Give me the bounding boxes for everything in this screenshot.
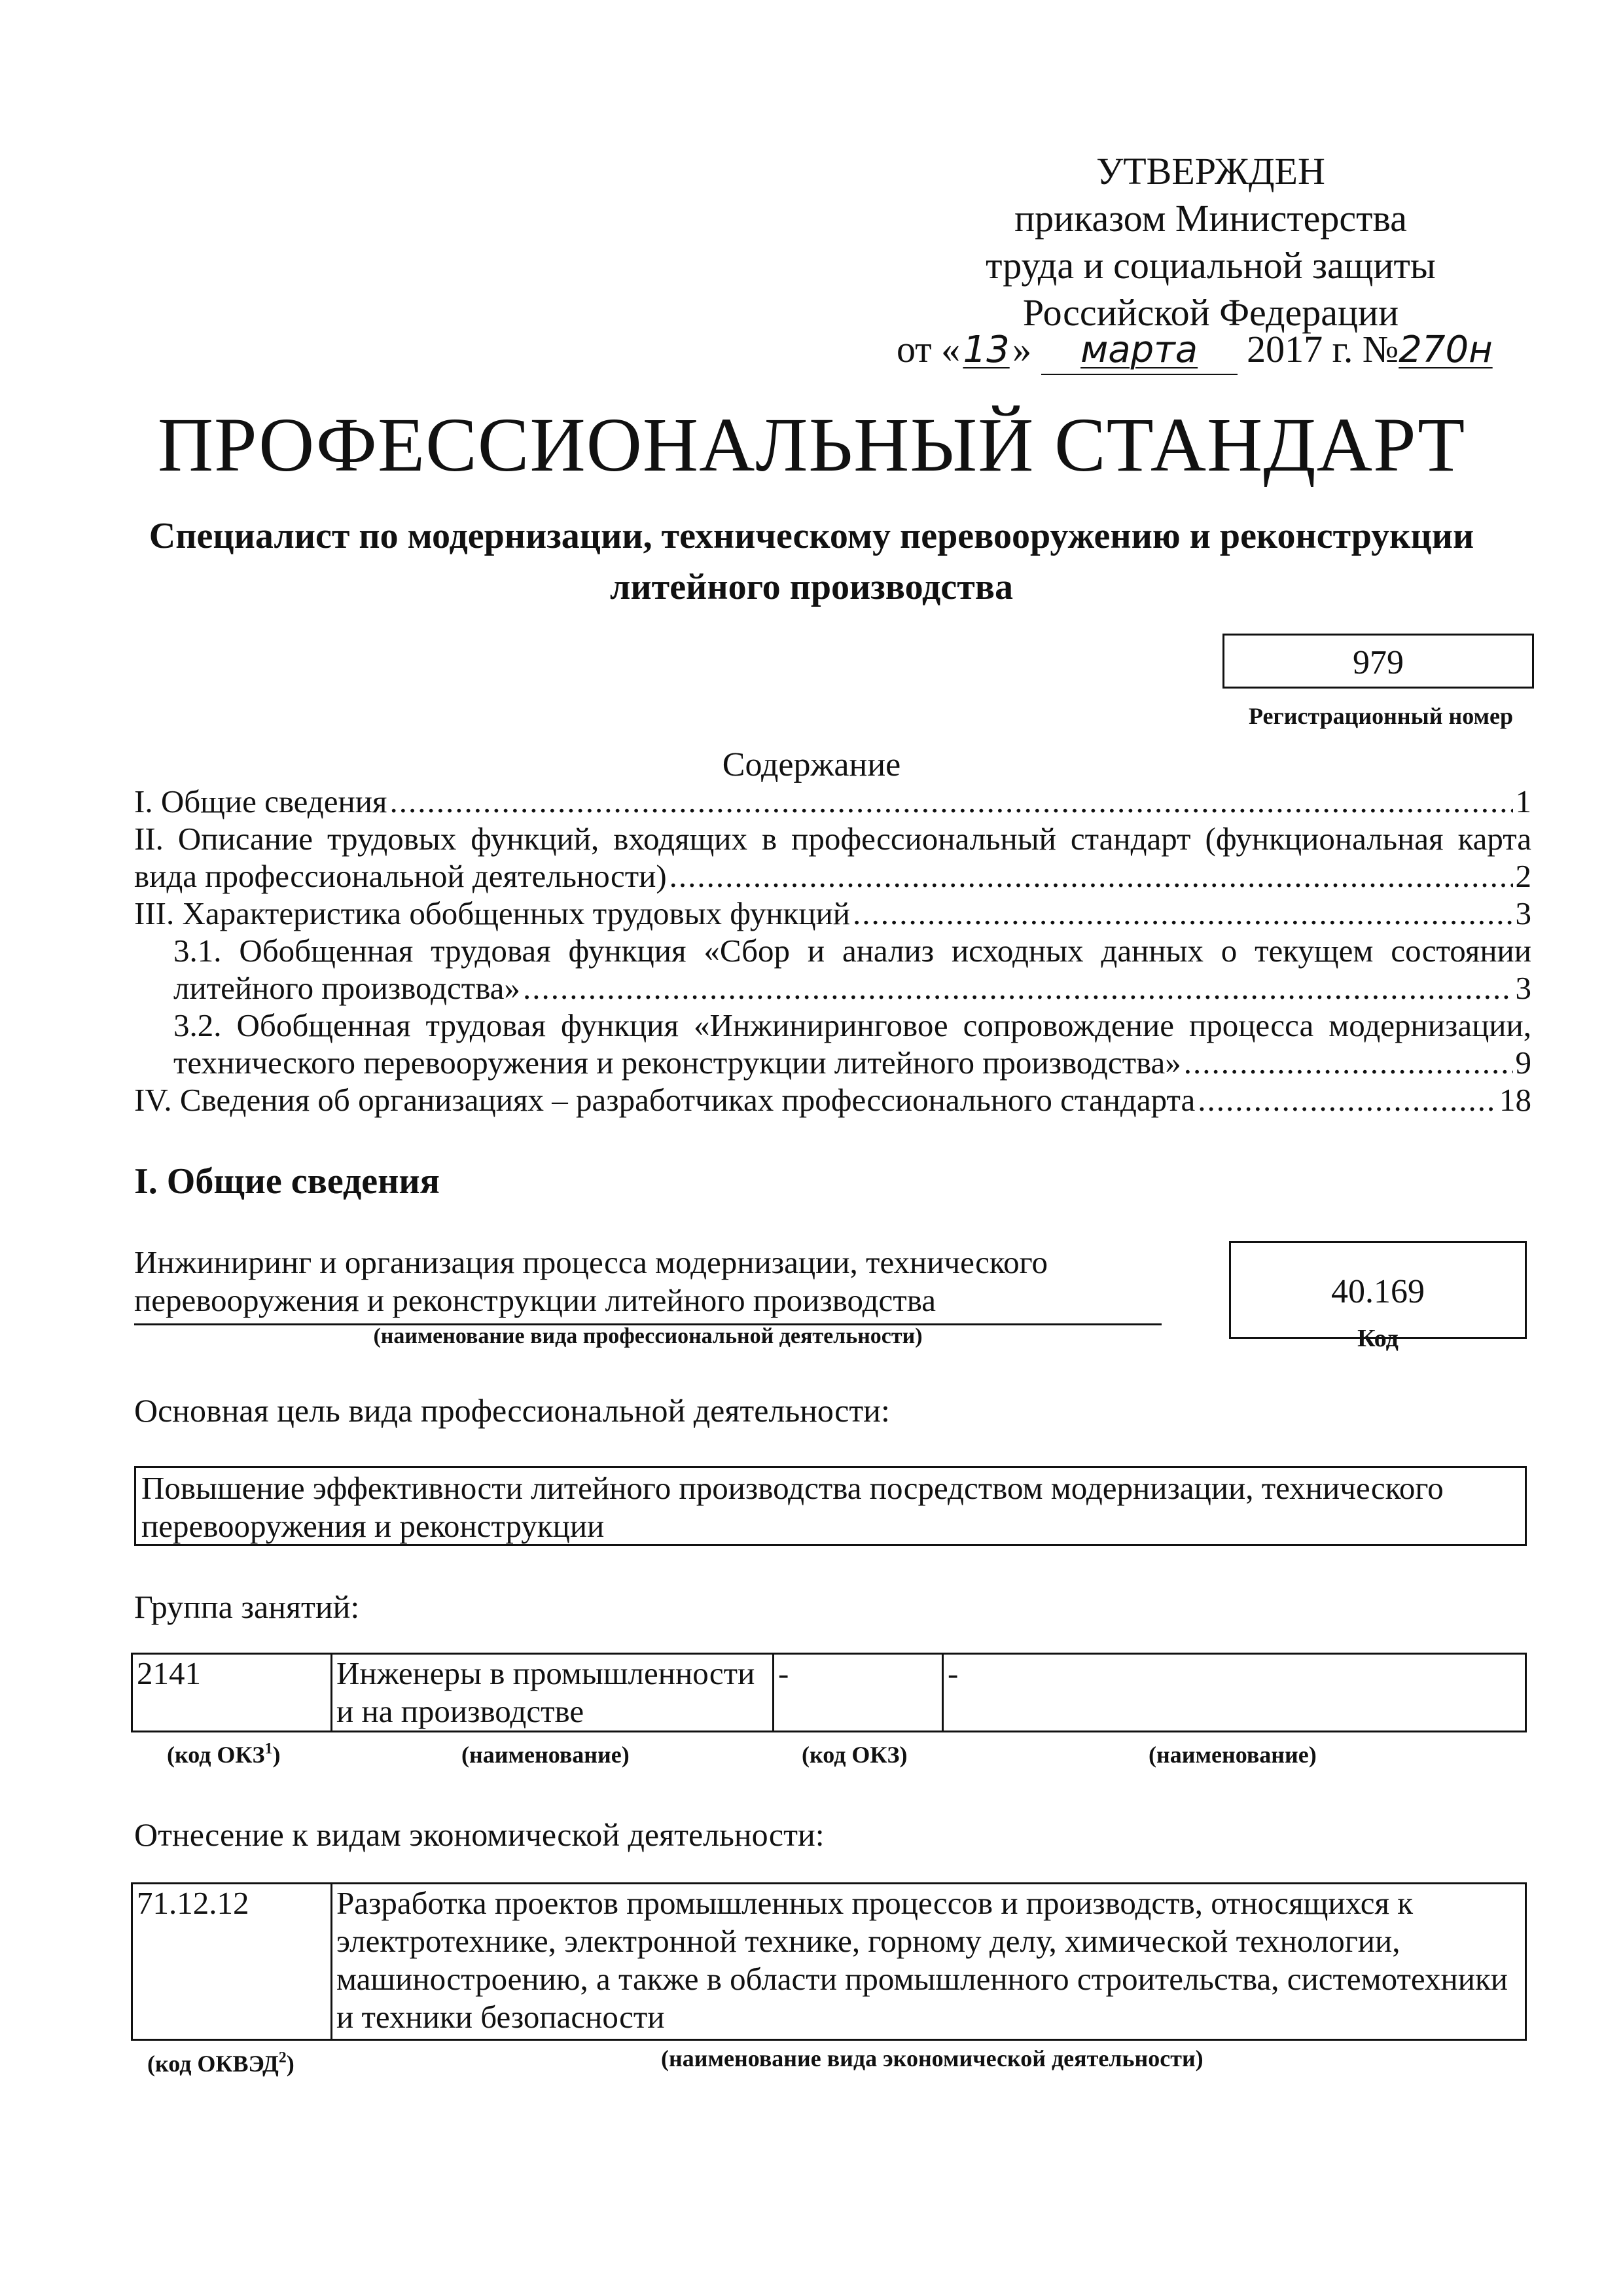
okz-name-caption-2: (наименование) [1149, 1742, 1317, 1768]
order-number: 270н [1399, 329, 1493, 371]
toc-item-page: 3 [1515, 970, 1531, 1006]
toc-item[interactable] [134, 857, 1531, 895]
okz-name-cell-2: - [943, 1654, 1526, 1732]
activity-code-caption: Код [1357, 1325, 1399, 1352]
toc-leader [1198, 1081, 1497, 1119]
economic-activity-table [131, 1882, 1527, 2041]
toc-item-text: вида профессиональной деятельности) [134, 858, 667, 894]
toc-item-text: литейного производства» [173, 970, 520, 1006]
toc-item-text: технического перевооружения и реконструкции литейного производства» [173, 1045, 1181, 1081]
activity-line-1: Инжиниринг и организация процесса модернизации, технического [134, 1244, 1048, 1280]
caption-text-end: ) [272, 1742, 281, 1768]
okved-name-cell: Разработка проектов промышленных процессов и производств, относящихся к электротехнике, электронной технике, горному делу, химической технологии, машиностроению, а также в области промышленного строительства, системотехники и техники безопасности [332, 1884, 1526, 2040]
toc-leader [853, 895, 1512, 932]
toc-item-line[interactable]: II. Описание трудовых функций, входящих в профессиональный стандарт (функциональная карта [134, 821, 1531, 857]
approval-date-line [897, 326, 1603, 375]
okved-name-caption: (наименование вида экономической деятельности) [661, 2045, 1204, 2072]
toc-leader [1184, 1044, 1513, 1081]
date-day: 13 [963, 329, 1010, 371]
approval-line-3: труда и социальной защиты [986, 244, 1436, 287]
okz-code-cell: 2141 [132, 1654, 332, 1732]
date-month-blank [1041, 326, 1238, 375]
group-label: Группа занятий: [134, 1588, 360, 1625]
approval-stamp [851, 148, 1571, 336]
approval-line-4: Российской Федерации [1022, 291, 1399, 334]
okved-code-caption [147, 2049, 294, 2079]
footnote-ref[interactable]: 2 [278, 2049, 287, 2066]
date-prefix: от « [897, 328, 961, 370]
toc-leader [669, 857, 1513, 895]
activity-code-box: 40.169 [1229, 1241, 1527, 1339]
table-row [132, 1884, 1526, 2040]
okz-code-cell-2: - [774, 1654, 943, 1732]
caption-text: (код ОКВЭД [147, 2051, 279, 2077]
registration-number-label: Регистрационный номер [1248, 703, 1514, 729]
okved-code-cell: 71.12.12 [132, 1884, 332, 2040]
document-title: ПРОФЕССИОНАЛЬНЫЙ СТАНДАРТ [157, 402, 1466, 488]
okz-code-caption-2: (код ОКЗ) [802, 1742, 908, 1768]
approval-line-1: УТВЕРЖДЕН [1096, 150, 1325, 192]
footnote-ref[interactable]: 1 [264, 1740, 273, 1757]
toc-item[interactable] [134, 895, 1531, 932]
toc-item-page: 3 [1515, 895, 1531, 931]
toc-item-text: I. Общие сведения [134, 783, 387, 819]
registration-number-box: 979 [1222, 634, 1534, 689]
goal-label: Основная цель вида профессиональной деятельности: [134, 1392, 890, 1429]
toc-leader [389, 783, 1512, 820]
subtitle-line-2: литейного производства [610, 567, 1013, 607]
subtitle-line-1: Специалист по модернизации, техническому перевооружению и реконструкции [149, 516, 1474, 556]
occupation-group-table [131, 1653, 1527, 1732]
date-month: марта [1080, 329, 1198, 371]
approval-line-2: приказом Министерства [1014, 197, 1407, 240]
activity-caption: (наименование вида профессиональной деятельности) [373, 1324, 923, 1348]
section-heading: I. Общие сведения [134, 1161, 440, 1202]
toc-item[interactable] [134, 1081, 1531, 1119]
toc-item[interactable] [134, 969, 1531, 1007]
document-subtitle [79, 511, 1544, 613]
toc-item-line[interactable]: 3.2. Обобщенная трудовая функция «Инжиниринговое сопровождение процесса модернизации, [173, 1007, 1531, 1043]
okz-name-caption: (наименование) [461, 1742, 630, 1768]
toc-heading: Содержание [722, 746, 901, 783]
toc-item-text: IV. Сведения об организациях – разработчиках профессионального стандарта [134, 1082, 1196, 1118]
toc-item-text: III. Характеристика обобщенных трудовых функций [134, 895, 851, 931]
toc-leader [523, 969, 1513, 1007]
goal-box: Повышение эффективности литейного производства посредством модернизации, технического перевооружения и реконструкции [134, 1466, 1527, 1546]
table-of-contents [134, 783, 1531, 1119]
table-row [132, 1654, 1526, 1732]
toc-item[interactable] [134, 783, 1531, 820]
toc-item-page: 2 [1515, 858, 1531, 894]
activity-name [134, 1244, 1162, 1325]
toc-item-page: 9 [1515, 1045, 1531, 1081]
date-year: 2017 г. № [1247, 328, 1399, 370]
caption-text: (код ОКЗ [167, 1742, 265, 1768]
econ-label: Отнесение к видам экономической деятельности: [134, 1816, 825, 1853]
okz-name-cell: Инженеры в промышленности и на производстве [332, 1654, 774, 1732]
caption-text-end: ) [286, 2051, 294, 2077]
okz-code-caption [167, 1740, 281, 1770]
toc-item-page: 1 [1515, 783, 1531, 819]
toc-item-page: 18 [1499, 1082, 1531, 1118]
date-mid: » [1012, 328, 1032, 370]
toc-item-line[interactable]: 3.1. Обобщенная трудовая функция «Сбор и анализ исходных данных о текущем состоянии [173, 933, 1531, 969]
toc-item[interactable] [134, 1044, 1531, 1081]
activity-line-2: перевооружения и реконструкции литейного производства [134, 1282, 936, 1318]
